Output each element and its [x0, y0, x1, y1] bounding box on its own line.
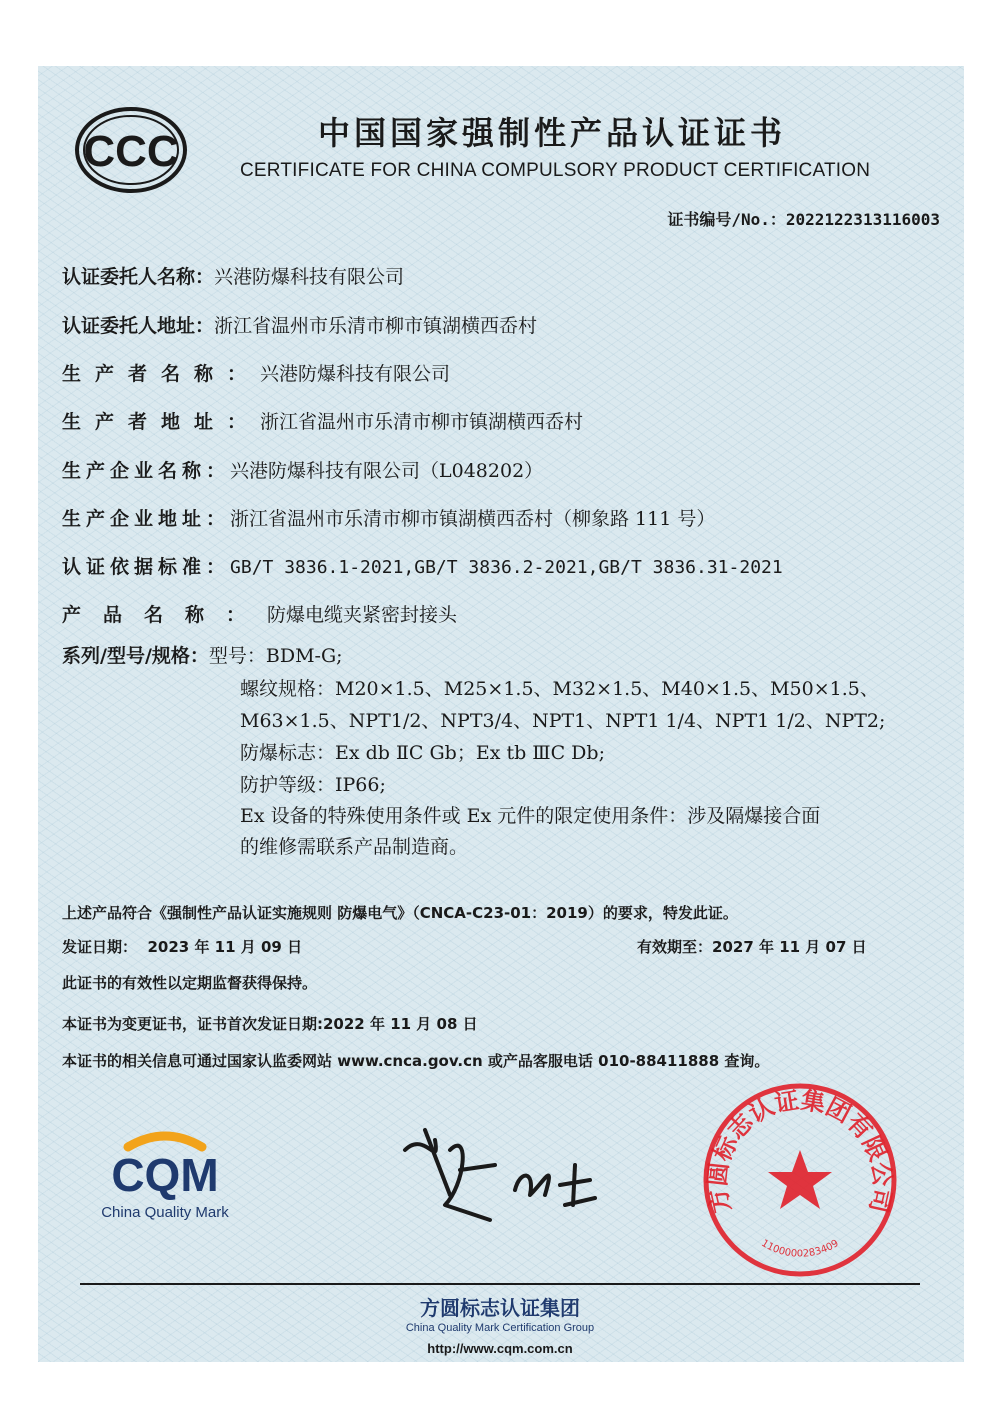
expiry-date-value: 2027 年 11 月 07 日: [712, 938, 867, 956]
cqm-logo-icon: [80, 1125, 250, 1225]
ex-marking: 防爆标志：Ex db ⅡC Gb；Ex tb ⅢC Db;: [240, 742, 605, 764]
issue-date-value: 2023 年 11 月 09 日: [147, 938, 303, 956]
certificate-title-en: CERTIFICATE FOR CHINA COMPULSORY PRODUCT CERTIFICATION: [240, 160, 871, 181]
validity-note: 此证书的有效性以定期监督获得保持。: [62, 974, 318, 992]
field-value: 兴港防爆科技有限公司（L048202）: [230, 460, 544, 482]
field-label: 产品名称：: [62, 604, 268, 626]
field-applicant-name: [62, 262, 404, 289]
thread-spec-line-1: 螺纹规格：M20×1.5、M25×1.5、M32×1.5、M40×1.5、M50×1.5、: [240, 678, 879, 700]
field-value: 浙江省温州市乐清市柳市镇湖横西岙村: [214, 315, 538, 337]
change-note: 本证书为变更证书，证书首次发证日期:2022 年 11 月 08 日: [62, 1015, 478, 1033]
field-applicant-address: [62, 311, 537, 338]
footer-divider: [80, 1283, 920, 1285]
thread-spec-line-2: M63×1.5、NPT1/2、NPT3/4、NPT1、NPT1 1/4、NPT1 1/2、NPT2;: [240, 710, 886, 732]
field-value: 防爆电缆夹紧密封接头: [267, 604, 458, 626]
expiry-date-label: 有效期至：: [637, 938, 713, 956]
field-label: 生产企业地址：: [62, 508, 231, 530]
signature-image: [395, 1110, 605, 1230]
field-value: 兴港防爆科技有限公司: [260, 363, 451, 385]
field-manufacturer-address: [62, 407, 583, 434]
svg-text:方圆标志认证集团有限公司: 方圆标志认证集团有限公司: [702, 1085, 898, 1216]
field-label: 生产者名称：: [62, 363, 261, 385]
ip-rating: 防护等级：IP66;: [240, 774, 386, 796]
field-label: 认证委托人地址：: [62, 315, 215, 337]
field-value: 浙江省温州市乐清市柳市镇湖横西岙村（柳象路 111 号）: [230, 508, 716, 530]
field-manufacturer-name: [62, 359, 450, 386]
red-seal-stamp: [700, 1080, 900, 1280]
field-value: 浙江省温州市乐清市柳市镇湖横西岙村: [260, 411, 584, 433]
issue-date-label: 发证日期：: [62, 938, 138, 956]
field-label: 认证委托人名称：: [62, 266, 215, 288]
field-factory-address: [62, 504, 715, 531]
field-product-name: [62, 600, 457, 627]
field-label: 生产企业名称：: [62, 460, 231, 482]
field-label: 系列/型号/规格：: [62, 645, 209, 667]
issue-date: [62, 936, 302, 957]
svg-text:1100000283409: 1100000283409: [759, 1237, 841, 1260]
footer-org-name-en: China Quality Mark Certification Group: [405, 1322, 595, 1334]
svg-text:CCC: CCC: [83, 127, 179, 176]
compliance-statement: 上述产品符合《强制性产品认证实施规则 防爆电气》（CNCA-C23-01：2019）的要求，特发此证。: [62, 904, 738, 922]
field-model: [62, 641, 343, 668]
field-standard: [62, 552, 783, 579]
field-label: 生产者地址：: [62, 411, 261, 433]
field-value: 兴港防爆科技有限公司: [214, 266, 405, 288]
field-value: 型号：BDM-G;: [208, 645, 343, 667]
svg-text:China Quality Mark: China Quality Mark: [101, 1204, 229, 1221]
ccc-logo-icon: [74, 106, 188, 194]
svg-text:CQM: CQM: [111, 1149, 219, 1201]
cert-no-value: 2022122313116003: [785, 210, 940, 229]
field-value: GB/T 3836.1-2021,GB/T 3836.2-2021,GB/T 3836.31-2021: [230, 557, 783, 578]
footer-website: http://www.cqm.com.cn: [427, 1341, 573, 1356]
field-label: 认证依据标准：: [62, 556, 231, 578]
certificate-title-cn: 中国国家强制性产品认证证书: [318, 114, 787, 152]
expiry-date: [637, 936, 867, 957]
conditions-line-1: Ex 设备的特殊使用条件或 Ex 元件的限定使用条件：涉及隔爆接合面: [240, 805, 821, 827]
conditions-line-2: 的维修需联系产品制造商。: [240, 836, 469, 858]
cert-no-label: 证书编号/No.：: [667, 210, 786, 229]
footer-org-name-cn: 方圆标志认证集团: [420, 1296, 580, 1320]
field-factory-name: [62, 456, 543, 483]
inquiry-note: 本证书的相关信息可通过国家认监委网站 www.cnca.gov.cn 或产品客服电话 010-88411888 查询。: [62, 1052, 770, 1070]
certificate-number: [667, 207, 940, 230]
